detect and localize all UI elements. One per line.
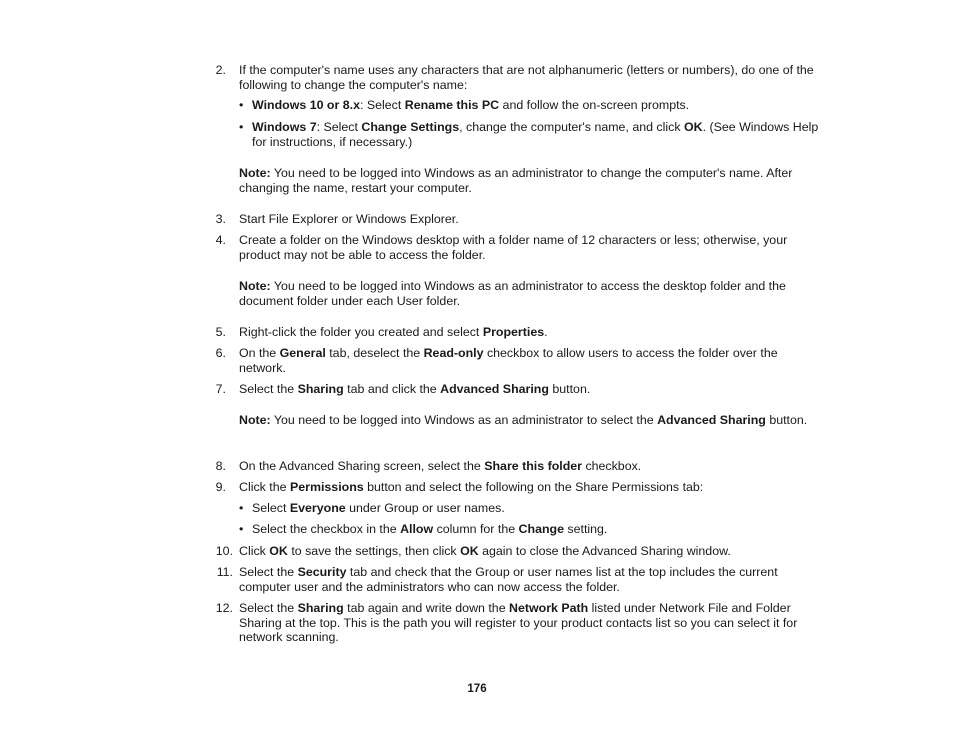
step-text: Start File Explorer or Windows Explorer. (239, 212, 459, 226)
step-text: Select the Sharing tab and click the Advanced Sharing button. (239, 382, 591, 396)
bullet-mark: • (239, 522, 244, 536)
step-text: Select the Security tab and check that the Group or user names list at the top includes the current computer user and the administrators who can now access the folder. (239, 565, 778, 594)
step-number: 9. (215, 480, 226, 494)
note-text: You need to be logged into Windows as an administrator to access the desktop folder and the document folder under each User folder. (239, 279, 786, 308)
step-number: 8. (215, 459, 226, 473)
step-number: 7. (215, 382, 226, 396)
note-label: Note: (239, 279, 271, 293)
note-text: You need to be logged into Windows as an administrator to change the computer's name. After changing the name, restart your computer. (239, 166, 793, 195)
step-number: 11. (216, 565, 233, 579)
bullet-mark: • (239, 501, 244, 515)
step-number: 12. (215, 601, 233, 615)
step-number: 5. (215, 325, 226, 339)
step-text: Click the Permissions button and select the following on the Share Permissions tab: (239, 480, 704, 494)
note-admin-rename (239, 166, 814, 195)
step-text: Click OK to save the settings, then click OK again to close the Advanced Sharing window. (239, 544, 731, 558)
bullet-mark: • (239, 120, 244, 134)
note-admin-desktop (239, 279, 829, 308)
step-text: If the computer's name uses any characters that are not alphanumeric (letters or numbers), do one of the following to change the computer's name: (239, 63, 814, 92)
note-label: Note: (239, 166, 271, 180)
step-number: 10. (215, 544, 233, 558)
step-text: On the General tab, deselect the Read-only checkbox to allow users to access the folder over the network. (239, 346, 778, 375)
note-admin-sharing: Note: You need to be logged into Windows as an administrator to select the Advanced Sharing button. (239, 413, 808, 427)
page-number: 176 (467, 683, 487, 695)
step-text: Create a folder on the Windows desktop with a folder name of 12 characters or less; otherwise, your product may not be able to access the folder. (239, 233, 788, 262)
step-number: 2. (215, 63, 226, 77)
step-text: On the Advanced Sharing screen, select the Share this folder checkbox. (239, 459, 642, 473)
bullet-mark: • (239, 98, 244, 112)
bullet-text: Select Everyone under Group or user names. (252, 501, 505, 515)
bullet-text: Windows 7: Select Change Settings, change the computer's name, and click OK. (See Windows Help for instructions, if necessary.) (252, 120, 819, 149)
step-number: 3. (215, 212, 226, 226)
step-number: 6. (215, 346, 226, 360)
bullet-text: Select the checkbox in the Allow column for the Change setting. (252, 522, 608, 536)
step-text: Right-click the folder you created and select Properties. (239, 325, 548, 339)
step-number: 4. (215, 233, 226, 247)
note-label: Note: (239, 413, 271, 427)
bullet-text: Windows 10 or 8.x: Select Rename this PC and follow the on-screen prompts. (252, 98, 690, 112)
step-text: Select the Sharing tab again and write down the Network Path listed under Network File and Folder Sharing at the top. This is the path you will register to your product contacts list so you can select it for network scanning. (239, 601, 798, 645)
